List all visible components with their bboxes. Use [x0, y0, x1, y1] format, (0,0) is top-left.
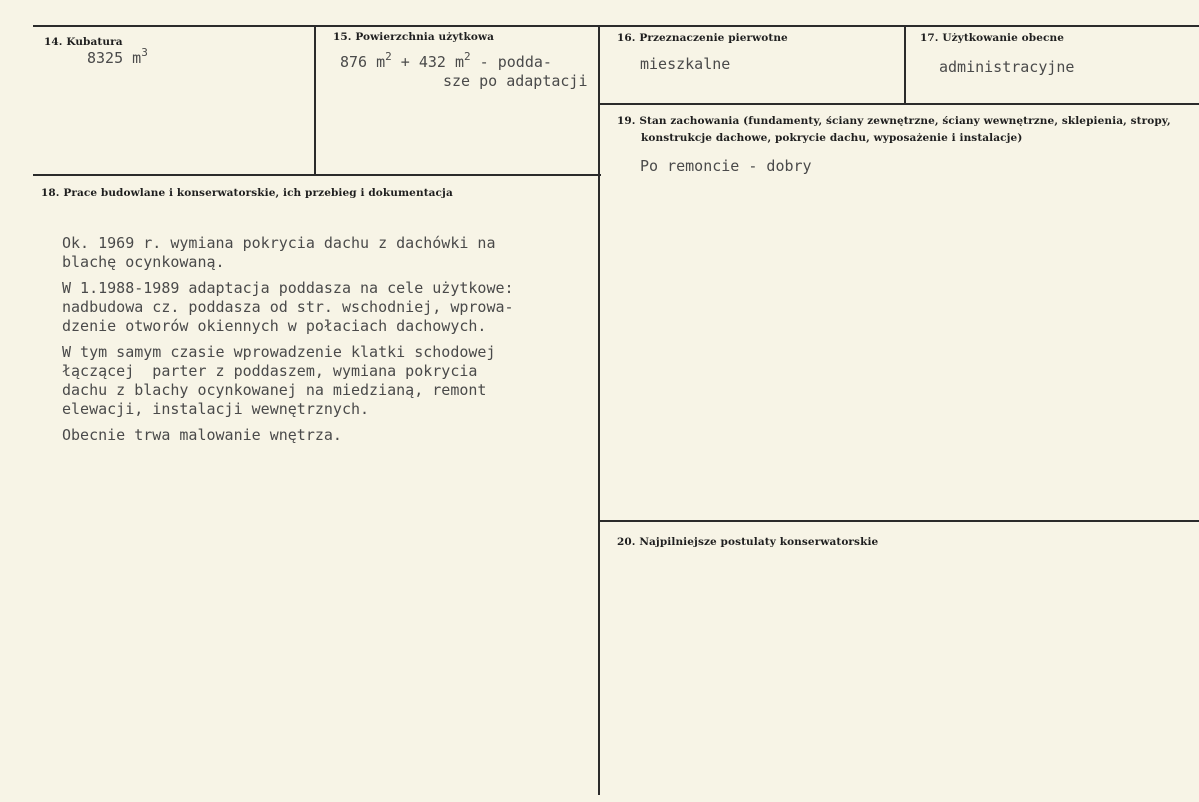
field-15-value-line2: sze po adaptacji — [443, 72, 588, 90]
field-18-paragraph: W tym samym czasie wprowadzenie klatki schodowej łączącej parter z poddaszem, wymiana pokrycia dachu z blachy ocynkowanej na miedzianą, remont elewacji, instalacji wewnętrznych. — [62, 343, 496, 418]
field-14-value — [87, 46, 148, 68]
field-18-paragraph: W 1.1988-1989 adaptacja poddasza na cele użytkowe: nadbudowa cz. poddasza od str. wschodniej, wprowa- dzenie otworów okiennych w połaciach dachowych. — [62, 279, 514, 335]
field-18-paragraph: Ok. 1969 r. wymiana pokrycia dachu z dachówki na blachę ocynkowaną. — [62, 234, 496, 271]
field-18-label: 18. Prace budowlane i konserwatorskie, ich przebieg i dokumentacja — [41, 187, 453, 199]
col-divider-main — [598, 25, 600, 795]
area-exponent-b: 2 — [464, 50, 471, 63]
field-19-value: Po remoncie - dobry — [640, 157, 812, 175]
field-18-notes — [62, 215, 514, 471]
field-14-label: 14. Kubatura — [44, 36, 123, 48]
field-15-value-line1 — [340, 50, 552, 72]
field-16-label: 16. Przeznaczenie pierwotne — [617, 32, 788, 44]
field-19-label-line2: konstrukcje dachowe, pokrycie dachu, wyposażenie i instalacje) — [641, 132, 1023, 144]
field-19-label-line1: 19. Stan zachowania (fundamenty, ściany zewnętrzne, ściany wewnętrzne, sklepienia, stropy, — [617, 115, 1171, 127]
field-17-label: 17. Użytkowanie obecne — [920, 32, 1065, 44]
field-18-paragraph: Obecnie trwa malowanie wnętrza. — [62, 426, 342, 444]
kubatura-unit-exponent: 3 — [141, 46, 148, 59]
area-value-a: 876 m — [340, 53, 386, 71]
top-border — [33, 25, 1199, 27]
kubatura-value: 8325 m — [87, 49, 142, 67]
row1-divider-left — [33, 174, 601, 176]
field-20-label: 20. Najpilniejsze postulaty konserwatorskie — [617, 536, 879, 548]
field-15-label: 15. Powierzchnia użytkowa — [333, 31, 495, 43]
area-exponent-a: 2 — [385, 50, 392, 63]
area-value-b: + 432 m — [391, 53, 465, 71]
field-17-value: administracyjne — [939, 58, 1075, 76]
col-divider-16-17 — [904, 25, 906, 104]
row1-divider-right — [600, 103, 1199, 105]
area-value-c: - podda- — [470, 53, 552, 71]
section20-divider — [600, 520, 1199, 522]
col-divider-14-15 — [314, 25, 316, 175]
field-16-value: mieszkalne — [640, 55, 731, 73]
